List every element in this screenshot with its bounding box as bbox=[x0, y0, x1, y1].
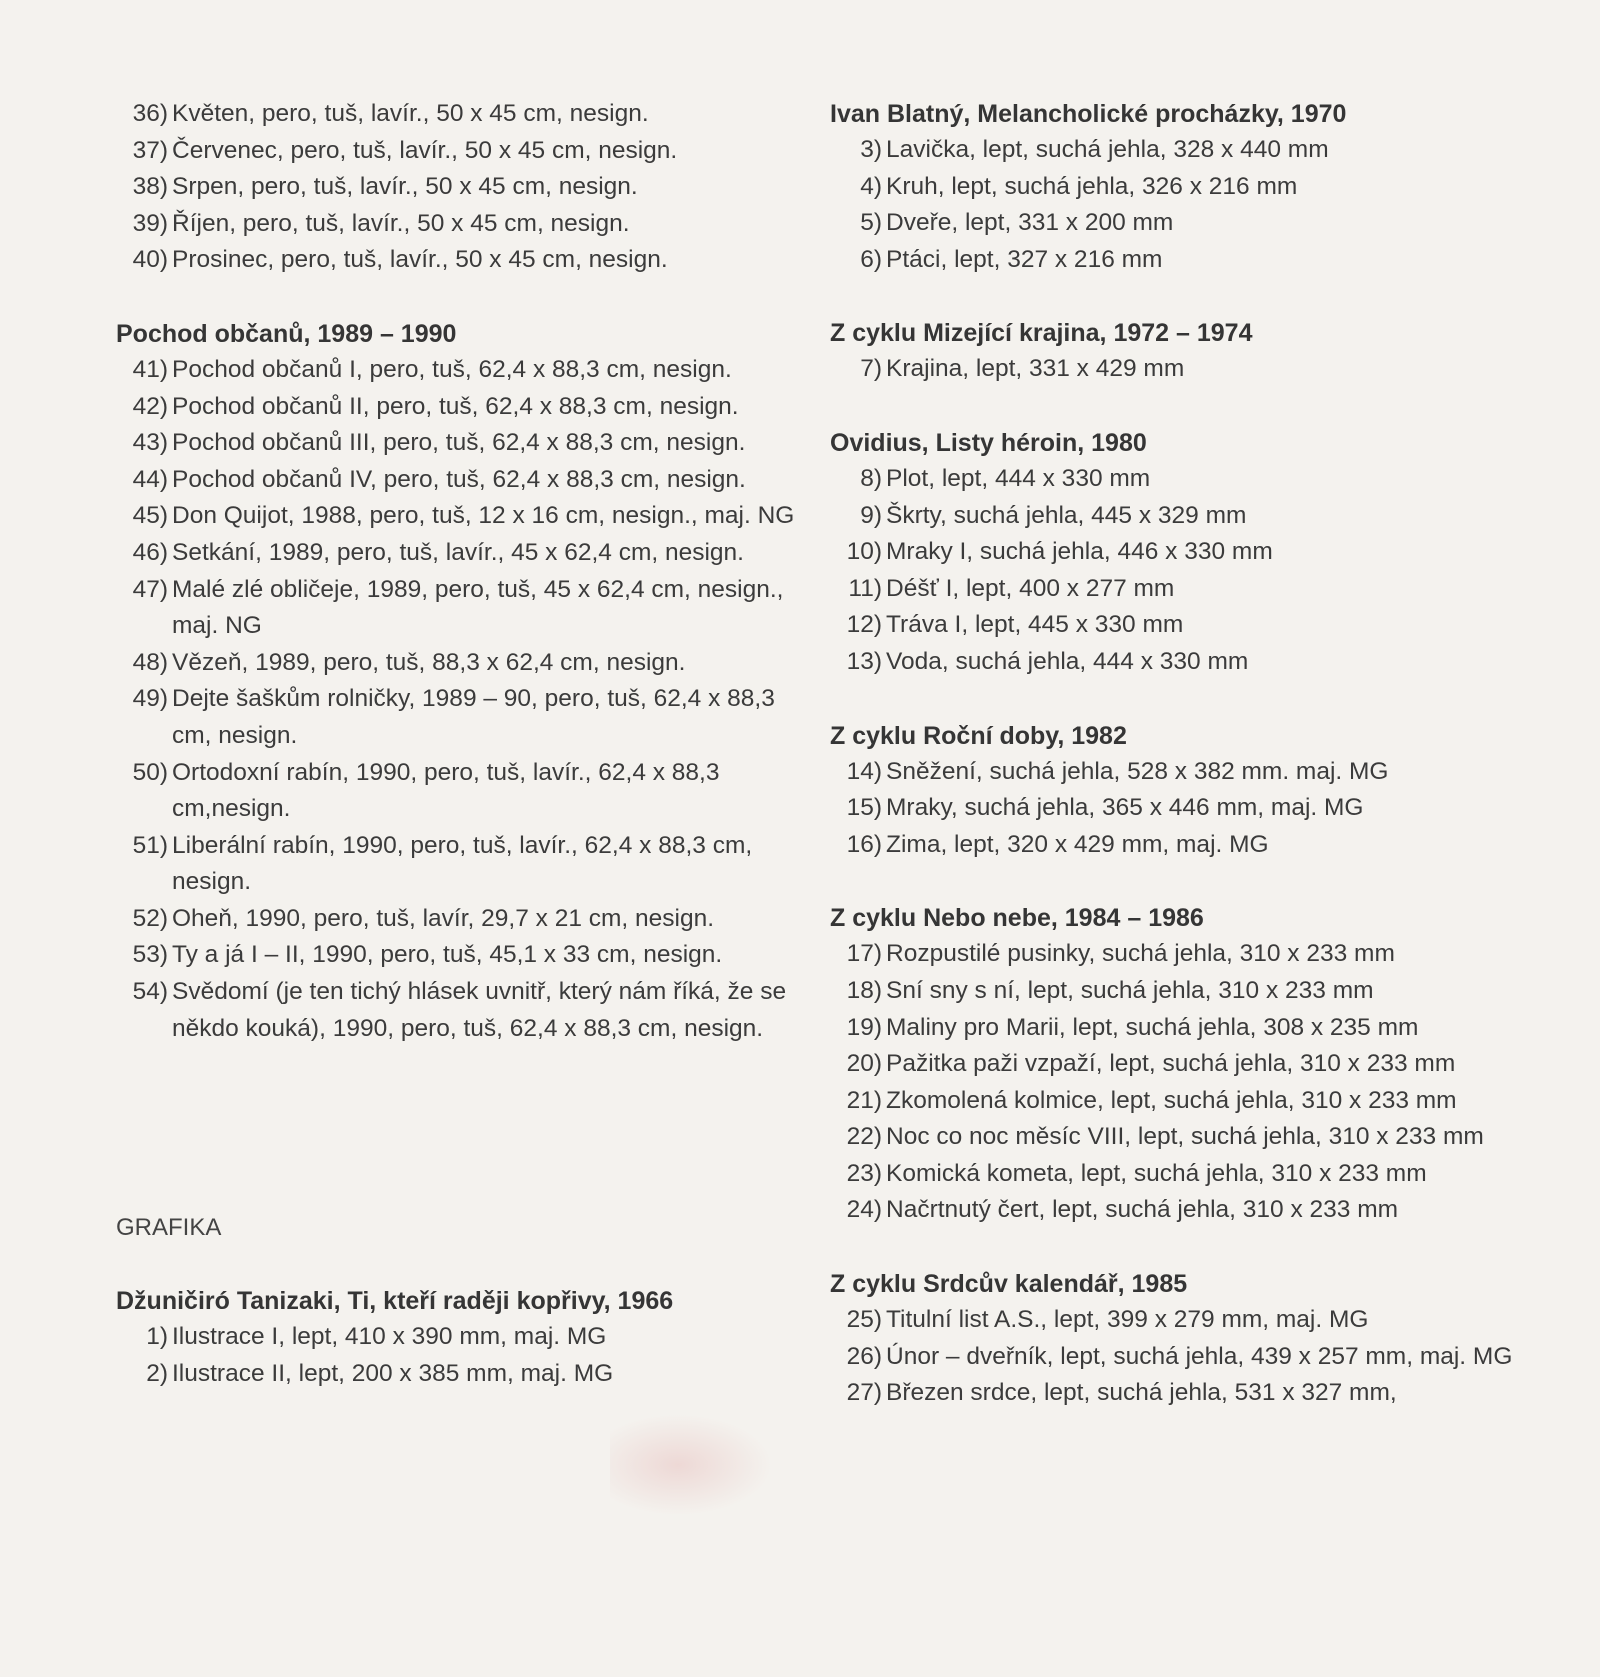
entry-number-text: 18) bbox=[846, 976, 882, 1004]
entry-number-text: 48) bbox=[132, 648, 168, 676]
entry-text: Ilustrace I, lept, 410 x 390 mm, maj. MG bbox=[172, 1323, 607, 1351]
entry-number-text: 53) bbox=[132, 941, 168, 969]
entry-number-text: 39) bbox=[132, 209, 168, 237]
catalog-entry bbox=[830, 1083, 1530, 1120]
entry-number bbox=[116, 242, 172, 279]
section-heading: Pochod občanů, 1989 – 1990 bbox=[116, 319, 457, 348]
entry-number bbox=[830, 1192, 886, 1229]
catalog-entry bbox=[116, 572, 806, 645]
entry-text: Květen, pero, tuš, lavír., 50 x 45 cm, nesign. bbox=[172, 100, 649, 127]
catalog-entry bbox=[830, 205, 1530, 242]
entry-number bbox=[116, 535, 172, 572]
entry-number bbox=[830, 571, 886, 608]
entry-number bbox=[116, 425, 172, 462]
entry-number-text: 47) bbox=[132, 575, 168, 603]
catalog-entry bbox=[116, 169, 806, 206]
section-grafika bbox=[116, 1210, 806, 1246]
entry-text: Načrtnutý čert, lept, suchá jehla, 310 x 233 mm bbox=[886, 1196, 1399, 1224]
entry-text: Sněžení, suchá jehla, 528 x 382 mm. maj. MG bbox=[886, 757, 1389, 785]
catalog-entry bbox=[116, 498, 806, 535]
entry-number bbox=[116, 1356, 172, 1393]
entry-text: Déšť I, lept, 400 x 277 mm bbox=[886, 574, 1175, 602]
entry-number-text: 43) bbox=[132, 429, 168, 457]
entry-number bbox=[116, 498, 172, 535]
grafika-label: GRAFIKA bbox=[116, 1214, 222, 1242]
entry-number bbox=[830, 936, 886, 973]
catalog-entry bbox=[830, 754, 1530, 791]
entry-text: Březen srdce, lept, suchá jehla, 531 x 327 mm, bbox=[886, 1379, 1397, 1407]
entry-number-text: 17) bbox=[846, 940, 882, 968]
entry-number-text: 52) bbox=[132, 904, 168, 932]
section-srdcuv-kalendar bbox=[830, 1266, 1530, 1412]
entry-number bbox=[830, 1083, 886, 1120]
entry-number-text: 11) bbox=[848, 574, 882, 602]
entry-number-text: 54) bbox=[132, 978, 168, 1006]
entry-number bbox=[116, 974, 172, 1047]
entry-number-text: 23) bbox=[846, 1159, 882, 1187]
entry-number bbox=[830, 498, 886, 535]
catalog-entry bbox=[830, 1046, 1530, 1083]
section-nebo-nebe bbox=[830, 900, 1530, 1229]
catalog-entry bbox=[116, 937, 806, 974]
entry-text: Ptáci, lept, 327 x 216 mm bbox=[886, 245, 1163, 273]
entry-number-text: 1) bbox=[146, 1323, 168, 1351]
spacer bbox=[116, 1084, 806, 1210]
catalog-entry bbox=[830, 827, 1530, 864]
entry-number bbox=[830, 1010, 886, 1047]
entry-text: Komická kometa, lept, suchá jehla, 310 x 233 mm bbox=[886, 1159, 1427, 1187]
entry-list bbox=[830, 132, 1530, 278]
entry-number-text: 12) bbox=[846, 611, 882, 639]
entry-number-text: 22) bbox=[846, 1123, 882, 1151]
entry-number bbox=[116, 206, 172, 243]
entry-number bbox=[830, 754, 886, 791]
entry-number bbox=[116, 169, 172, 206]
entry-text: Pažitka paži vzpaží, lept, suchá jehla, 310 x 233 mm bbox=[886, 1050, 1456, 1078]
entry-text: Rozpustilé pusinky, suchá jehla, 310 x 233 mm bbox=[886, 940, 1395, 968]
section-heading: Z cyklu Srdcův kalendář, 1985 bbox=[830, 1270, 1188, 1299]
entry-text: Dveře, lept, 331 x 200 mm bbox=[886, 209, 1174, 237]
entry-text: Kruh, lept, suchá jehla, 326 x 216 mm bbox=[886, 172, 1298, 200]
entry-number-text: 40) bbox=[132, 246, 168, 274]
entry-text: Voda, suchá jehla, 444 x 330 mm bbox=[886, 647, 1249, 675]
entry-number-text: 26) bbox=[846, 1342, 882, 1370]
catalog-entry bbox=[830, 1375, 1530, 1412]
entry-number-text: 50) bbox=[132, 758, 168, 786]
entry-text: Vězeň, 1989, pero, tuš, 88,3 x 62,4 cm, nesign. bbox=[172, 648, 686, 676]
catalog-entry bbox=[830, 607, 1530, 644]
entry-text: Tráva I, lept, 445 x 330 mm bbox=[886, 611, 1184, 639]
entry-text: Pochod občanů III, pero, tuš, 62,4 x 88,3 cm, nesign. bbox=[172, 429, 746, 457]
catalog-entry bbox=[116, 96, 806, 133]
entry-text: Titulní list A.S., lept, 399 x 279 mm, maj. MG bbox=[886, 1306, 1369, 1334]
entry-number-text: 16) bbox=[846, 830, 882, 858]
entry-number-text: 14) bbox=[846, 757, 882, 785]
entry-number bbox=[830, 1156, 886, 1193]
catalog-entry bbox=[116, 206, 806, 243]
entry-number-text: 37) bbox=[132, 136, 168, 164]
entry-number-text: 45) bbox=[132, 502, 168, 530]
entry-text: Zkomolená kolmice, lept, suchá jehla, 310 x 233 mm bbox=[886, 1086, 1457, 1114]
section-heading: Z cyklu Mizející krajina, 1972 – 1974 bbox=[830, 319, 1253, 348]
catalog-entry bbox=[830, 1339, 1530, 1376]
entry-text: Malé zlé obličeje, 1989, pero, tuš, 45 x 62,4 cm, nesign., maj. NG bbox=[172, 575, 784, 640]
entry-text: Pochod občanů I, pero, tuš, 62,4 x 88,3 cm, nesign. bbox=[172, 355, 732, 383]
entry-text: Svědomí (je ten tichý hlásek uvnitř, který nám říká, že se někdo kouká), 1990, pero, tuš, 62,4 x 88,3 cm, nesign. bbox=[172, 978, 787, 1042]
catalog-entry bbox=[116, 242, 806, 279]
entry-text: Zima, lept, 320 x 429 mm, maj. MG bbox=[886, 830, 1269, 858]
entry-text: Don Quijot, 1988, pero, tuš, 12 x 16 cm, nesign., maj. NG bbox=[172, 502, 795, 530]
entry-text: Maliny pro Marii, lept, suchá jehla, 308 x 235 mm bbox=[886, 1013, 1419, 1041]
section-heading: Ivan Blatný, Melancholické procházky, 1970 bbox=[830, 100, 1347, 128]
catalog-entry bbox=[830, 1192, 1530, 1229]
entry-number bbox=[830, 351, 886, 388]
catalog-entry bbox=[830, 1156, 1530, 1193]
entry-number bbox=[830, 461, 886, 498]
entry-number bbox=[830, 132, 886, 169]
entry-number-text: 2) bbox=[146, 1359, 168, 1387]
entry-number-text: 24) bbox=[846, 1196, 882, 1224]
entry-text: Ortodoxní rabín, 1990, pero, tuš, lavír., 62,4 x 88,3 cm,nesign. bbox=[172, 758, 720, 823]
entry-number bbox=[116, 681, 172, 754]
catalog-entry bbox=[830, 1010, 1530, 1047]
entry-number bbox=[116, 645, 172, 682]
catalog-entry bbox=[116, 389, 806, 426]
entry-number bbox=[116, 1319, 172, 1356]
catalog-entry bbox=[116, 462, 806, 499]
entry-number bbox=[830, 205, 886, 242]
entry-number bbox=[830, 644, 886, 681]
catalog-entry bbox=[830, 973, 1530, 1010]
catalog-entry bbox=[116, 133, 806, 170]
catalog-entry bbox=[116, 425, 806, 462]
entry-number bbox=[116, 755, 172, 828]
entry-text: Plot, lept, 444 x 330 mm bbox=[886, 464, 1151, 492]
entry-text: Ty a já I – II, 1990, pero, tuš, 45,1 x 33 cm, nesign. bbox=[172, 941, 723, 969]
catalog-entry bbox=[830, 351, 1530, 388]
entry-list bbox=[116, 96, 806, 279]
entry-text: Srpen, pero, tuš, lavír., 50 x 45 cm, nesign. bbox=[172, 173, 638, 201]
entry-text: Prosinec, pero, tuš, lavír., 50 x 45 cm, nesign. bbox=[172, 246, 668, 274]
entry-number-text: 3) bbox=[860, 136, 882, 163]
entry-number bbox=[830, 790, 886, 827]
entry-number bbox=[116, 133, 172, 170]
section-tanizaki bbox=[116, 1283, 806, 1392]
left-column bbox=[116, 96, 806, 1429]
entry-number bbox=[116, 937, 172, 974]
entry-number bbox=[116, 572, 172, 645]
catalog-entry bbox=[116, 645, 806, 682]
entry-list bbox=[830, 1302, 1530, 1412]
entry-list bbox=[830, 754, 1530, 864]
entry-number bbox=[830, 973, 886, 1010]
section-heading: Z cyklu Roční doby, 1982 bbox=[830, 721, 1127, 750]
entry-number-text: 7) bbox=[860, 355, 882, 383]
catalog-entry bbox=[116, 681, 806, 754]
entry-text: Lavička, lept, suchá jehla, 328 x 440 mm bbox=[886, 136, 1329, 163]
entry-number-text: 4) bbox=[860, 172, 882, 200]
entry-text: Setkání, 1989, pero, tuš, lavír., 45 x 62,4 cm, nesign. bbox=[172, 538, 744, 566]
entry-text: Sní sny s ní, lept, suchá jehla, 310 x 233 mm bbox=[886, 976, 1374, 1004]
entry-number bbox=[116, 352, 172, 389]
section-heading: Z cyklu Nebo nebe, 1984 – 1986 bbox=[830, 904, 1204, 933]
entry-text: Škrty, suchá jehla, 445 x 329 mm bbox=[886, 501, 1247, 529]
entry-number bbox=[830, 607, 886, 644]
entry-number-text: 10) bbox=[846, 538, 882, 566]
entry-number-text: 15) bbox=[846, 794, 882, 822]
entry-text: Mraky, suchá jehla, 365 x 446 mm, maj. MG bbox=[886, 794, 1364, 822]
entry-number bbox=[830, 827, 886, 864]
section-ovidius bbox=[830, 425, 1530, 681]
catalog-entry bbox=[830, 132, 1530, 169]
entry-number bbox=[830, 1375, 886, 1412]
entry-number-text: 19) bbox=[846, 1013, 882, 1041]
section-mizejici-krajina bbox=[830, 315, 1530, 388]
entry-number-text: 36) bbox=[132, 100, 168, 127]
entry-number bbox=[830, 169, 886, 206]
entry-list bbox=[116, 1319, 806, 1392]
entry-text: Oheň, 1990, pero, tuš, lavír, 29,7 x 21 cm, nesign. bbox=[172, 904, 715, 932]
entry-text: Noc co noc měsíc VIII, lept, suchá jehla, 310 x 233 mm bbox=[886, 1123, 1484, 1151]
catalog-entry bbox=[830, 644, 1530, 681]
entry-number-text: 20) bbox=[846, 1050, 882, 1078]
entry-number-text: 38) bbox=[132, 173, 168, 201]
entry-number-text: 5) bbox=[860, 209, 882, 237]
entry-number-text: 42) bbox=[132, 392, 168, 420]
entry-text: Červenec, pero, tuš, lavír., 50 x 45 cm, nesign. bbox=[172, 136, 678, 164]
entry-text: Říjen, pero, tuš, lavír., 50 x 45 cm, nesign. bbox=[172, 209, 630, 237]
catalog-entry bbox=[830, 790, 1530, 827]
entry-text: Pochod občanů II, pero, tuš, 62,4 x 88,3 cm, nesign. bbox=[172, 392, 739, 420]
entry-text: Ilustrace II, lept, 200 x 385 mm, maj. MG bbox=[172, 1359, 614, 1387]
entry-number-text: 44) bbox=[132, 465, 168, 493]
catalog-entry bbox=[116, 901, 806, 938]
entry-number-text: 27) bbox=[846, 1379, 882, 1407]
entry-list bbox=[830, 351, 1530, 388]
entry-number-text: 6) bbox=[860, 245, 882, 273]
entry-text: Mraky I, suchá jehla, 446 x 330 mm bbox=[886, 538, 1273, 566]
section-rocni-doby bbox=[830, 718, 1530, 864]
entry-number bbox=[116, 828, 172, 901]
catalog-entry bbox=[116, 352, 806, 389]
entry-number bbox=[116, 901, 172, 938]
entry-text: Únor – dveřník, lept, suchá jehla, 439 x 257 mm, maj. MG bbox=[886, 1342, 1513, 1370]
catalog-entry bbox=[830, 1119, 1530, 1156]
entry-number-text: 9) bbox=[860, 501, 882, 529]
entry-number-text: 51) bbox=[132, 831, 168, 859]
catalog-entry bbox=[116, 1319, 806, 1356]
entry-number bbox=[830, 1339, 886, 1376]
entry-number-text: 49) bbox=[132, 685, 168, 713]
entry-list bbox=[830, 936, 1530, 1229]
section-drawings-months bbox=[116, 96, 806, 279]
entry-text: Pochod občanů IV, pero, tuš, 62,4 x 88,3 cm, nesign. bbox=[172, 465, 746, 493]
entry-number bbox=[116, 389, 172, 426]
entry-text: Dejte šaškům rolničky, 1989 – 90, pero, tuš, 62,4 x 88,3 cm, nesign. bbox=[172, 685, 775, 749]
catalog-entry bbox=[116, 755, 806, 828]
catalog-entry bbox=[116, 1356, 806, 1393]
section-heading: Ovidius, Listy héroin, 1980 bbox=[830, 428, 1147, 457]
right-column bbox=[830, 96, 1530, 1449]
entry-list bbox=[830, 461, 1530, 681]
entry-text: Liberální rabín, 1990, pero, tuš, lavír., 62,4 x 88,3 cm, nesign. bbox=[172, 831, 753, 896]
entry-text: Krajina, lept, 331 x 429 mm bbox=[886, 355, 1185, 383]
entry-number-text: 46) bbox=[132, 538, 168, 566]
entry-number-text: 8) bbox=[860, 464, 882, 492]
section-heading: Džuničiró Tanizaki, Ti, kteří raději kopřivy, 1966 bbox=[116, 1287, 674, 1316]
catalog-entry bbox=[116, 535, 806, 572]
entry-list bbox=[116, 352, 806, 1047]
entry-number bbox=[830, 242, 886, 279]
entry-number bbox=[830, 534, 886, 571]
entry-number bbox=[116, 462, 172, 499]
section-blatny bbox=[830, 96, 1530, 278]
entry-number bbox=[830, 1119, 886, 1156]
catalog-entry bbox=[116, 974, 806, 1047]
entry-number bbox=[116, 96, 172, 133]
catalog-entry bbox=[116, 828, 806, 901]
catalog-entry bbox=[830, 936, 1530, 973]
catalog-entry bbox=[830, 169, 1530, 206]
entry-number-text: 41) bbox=[132, 355, 168, 383]
catalog-entry bbox=[830, 498, 1530, 535]
entry-number-text: 25) bbox=[846, 1306, 882, 1334]
entry-number-text: 13) bbox=[846, 647, 882, 675]
entry-number-text: 21) bbox=[846, 1086, 882, 1114]
catalog-entry bbox=[830, 534, 1530, 571]
entry-number bbox=[830, 1046, 886, 1083]
catalog-entry bbox=[830, 571, 1530, 608]
catalog-entry bbox=[830, 242, 1530, 279]
section-pochod-obcanu bbox=[116, 316, 806, 1047]
catalog-entry bbox=[830, 461, 1530, 498]
entry-number bbox=[830, 1302, 886, 1339]
catalog-entry bbox=[830, 1302, 1530, 1339]
